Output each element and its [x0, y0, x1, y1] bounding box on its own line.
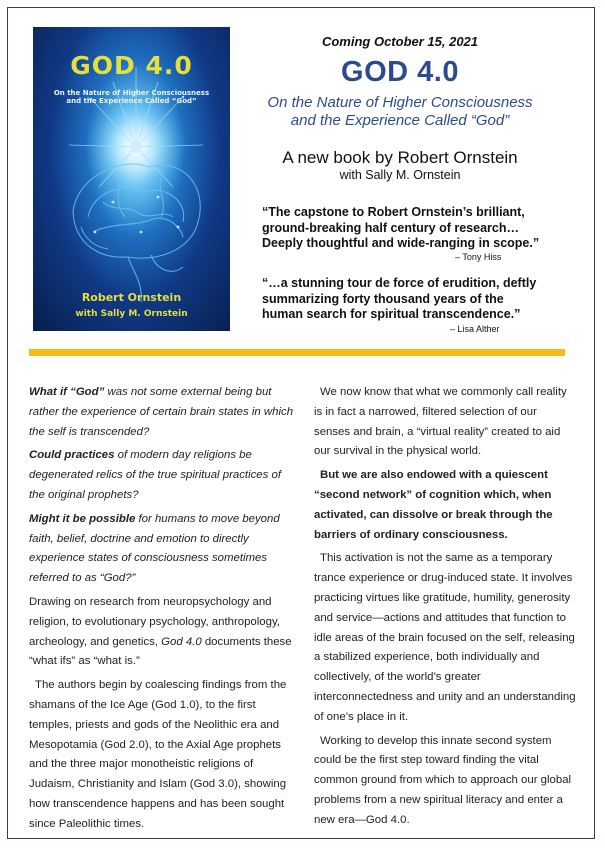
paragraph-text: was not some external being but rather the experience of certain brain states in which the self is transcended? — [29, 386, 294, 438]
cover-subtitle-line: On the Nature of Higher Consciousness — [53, 89, 210, 97]
lead-phrase: What if “God” — [29, 386, 105, 398]
subtitle-line: and the Experience Called “God” — [290, 112, 510, 129]
left-column — [29, 383, 296, 839]
paragraph: This activation is not the same as a temporary trance experience or drug-induced state. It involves practicing virtues like gratitude, humility, generosity and service—actions and attitudes that function to idle areas of the brain focused on the self, releasing a stabilized experience, both individually and collectively, of the world’s greater interconnectedness and unity and an understanding of one’s place in it. — [314, 552, 576, 723]
page-title: GOD 4.0 — [341, 56, 459, 88]
quote-line: “…a stunning tour de force of erudition, deftly — [262, 276, 537, 290]
book-title-inline: God 4.0 — [161, 635, 202, 648]
cover-subtitle — [33, 89, 230, 105]
quote-line: human search for spiritual transcendence.” — [262, 307, 521, 321]
blurb-quote — [262, 205, 562, 252]
paragraph: We now know that what we commonly call reality is in fact a narrowed, filtered selection of our senses and brain, a “virtual reality” created to aid our survival in the physical world. — [314, 386, 567, 458]
blurb-quote — [262, 276, 562, 323]
paragraph: Working to develop this innate second system could be the first step toward finding the vital common ground from which to approach our global problems from a new spiritual literacy and enter a new era—God 4.0. — [314, 734, 572, 826]
page-subtitle — [240, 94, 560, 130]
book-cover — [33, 27, 230, 331]
quote-attribution: – Tony Hiss — [455, 252, 502, 262]
coauthor-line: with Sally M. Ornstein — [339, 168, 461, 182]
quote-line: Deeply thoughtful and wide-ranging in scope.” — [262, 236, 540, 250]
divider-bar — [29, 349, 565, 356]
release-date: Coming October 15, 2021 — [321, 34, 479, 49]
paragraph — [29, 446, 296, 505]
paragraph-text: Drawing on research from neuropsychology and religion, to evolutionary psychology, anthropology, archeology, and genetics, — [29, 595, 280, 648]
paragraph-text: for humans to move beyond faith, belief, doctrine and emotion to directly experience states of consciousness sometimes referred to as “God?” — [29, 512, 280, 585]
paragraph — [29, 510, 296, 589]
cover-title: GOD 4.0 — [70, 51, 193, 80]
lead-phrase: Might it be possible — [29, 512, 136, 525]
quote-line: ground-breaking half century of research… — [262, 220, 519, 235]
quote-attribution: – Lisa Alther — [450, 324, 500, 334]
cover-coauthor: with Sally M. Ornstein — [75, 309, 188, 319]
lead-phrase: Could practices — [29, 449, 115, 462]
paragraph-text: of modern day religions be degenerated relics of the true spiritual practices of the original prophets? — [29, 449, 281, 501]
paragraph — [29, 593, 296, 672]
cover-author: Robert Ornstein — [81, 291, 182, 304]
right-column — [314, 383, 576, 835]
cover-subtitle-line: and the Experience Called “God” — [66, 97, 197, 105]
subtitle-line: On the Nature of Higher Consciousness — [267, 94, 533, 111]
byline: A new book by Robert Ornstein — [282, 148, 518, 167]
paragraph: The authors begin by coalescing findings from the shamans of the Ice Age (God 1.0), to the first temples, priests and gods of the Neolithic era and Mesopotamia (God 2.0), to the Axial Age prophets and the three major monotheistic religions of Judaism, Christianity and Islam (God 3.0), showing how transcendence happens and has been sought since Paleolithic times. — [29, 679, 287, 830]
quote-line: “The capstone to Robert Ornstein’s brilliant, — [262, 205, 525, 219]
paragraph-text: documents these “what ifs” as “what is.” — [29, 635, 292, 668]
paragraph: But we are also endowed with a quiescent “second network” of cognition which, when activated, can dissolve or break through the barriers of ordinary consciousness. — [314, 469, 553, 541]
paragraph — [29, 383, 296, 442]
quote-line: summarizing forty thousand years of the — [262, 291, 504, 306]
